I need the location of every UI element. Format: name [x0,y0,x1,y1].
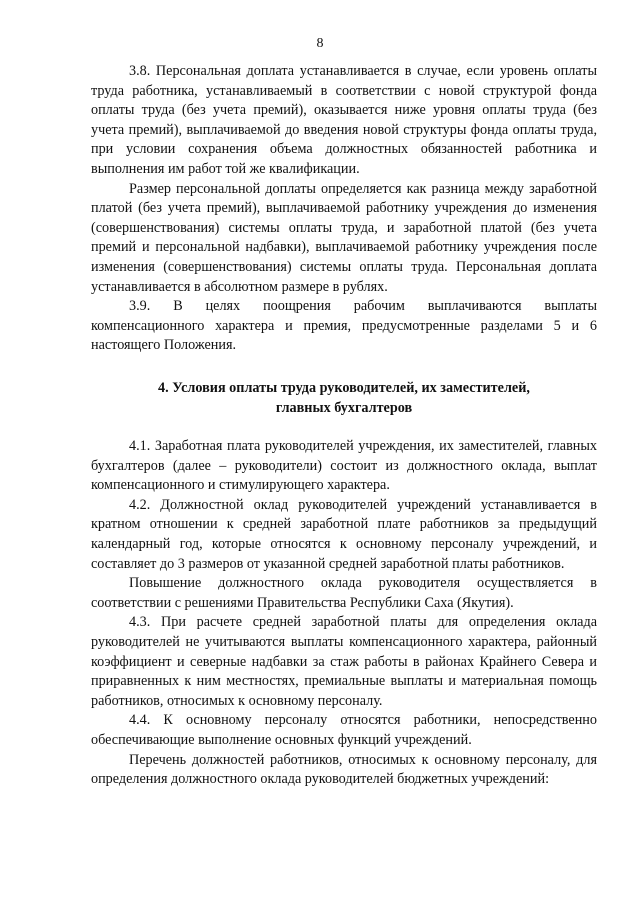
section-heading-line-2: главных бухгалтеров [275,399,413,416]
paragraph-3-9: 3.9. В целях поощрения рабочим выплачиваются выплаты компенсационного характера и премия, предусмотренные разделами 5 и 6 настоящего Положения. [91,298,597,354]
paragraph-salary-increase: Повышение должностного оклада руководителя осуществляется в соответствии с решениями Правительства Республики Саха (Якутия). [91,575,597,611]
document-body [91,62,597,790]
paragraph-personal-supplement: Размер персональной доплаты определяется как разница между заработной платой (без учета премий), выплачиваемой работнику учреждения до изменения (совершенствования) системы оплаты труда, и заработной платой (без учета премий и персональной надбавки), выплачиваемой работнику учреждения после изменения (совершенствования) системы оплаты труда. Персональная доплата устанавливается в абсолютном размере в рублях. [91,180,597,295]
page-number: 8 [316,36,324,51]
paragraph-4-4: 4.4. К основному персоналу относятся работники, непосредственно обеспечивающие выполнение основных функций учреждений. [91,712,597,748]
section-heading-line-1: 4. Условия оплаты труда руководителей, их заместителей, [158,379,530,396]
paragraph-4-3: 4.3. При расчете средней заработной платы для определения оклада руководителей не учитываются выплаты компенсационного характера, районный коэффициент и северные надбавки за стаж работы в районах Крайнего Севера и приравненных к ним местностях, премиальные выплаты и материальная помощь работников, относимых к основному персоналу. [91,614,597,709]
paragraph-4-2: 4.2. Должностной оклад руководителей учреждений устанавливается в кратном отношении к средней заработной плате работников за предыдущий календарный год, которые относятся к основному персоналу учреждений, и составляет до 3 размеров от указанной средней заработной платы работников. [91,496,597,572]
paragraph-staff-list: Перечень должностей работников, относимых к основному персоналу, для определения должностного оклада руководителей бюджетных учреждений: [91,751,597,788]
section-heading-4 [91,379,597,418]
paragraph-3-8: 3.8. Персональная доплата устанавливается в случае, если уровень оплаты труда работника, устанавливаемый в соответствии с новой структурой фонда оплаты труда (без учета премий), оказывается ниже уровня оплаты труда (без учета премий), выплачиваемой до введения новой структуры фонда оплаты труда, при условии сохранения объема должностных обязанностей работника и выполнения им работ той же квалификации. [91,63,597,177]
paragraph-4-1: 4.1. Заработная плата руководителей учреждения, их заместителей, главных бухгалтеров (далее – руководители) состоит из должностного оклада, выплат компенсационного и стимулирующего характера. [91,438,597,494]
